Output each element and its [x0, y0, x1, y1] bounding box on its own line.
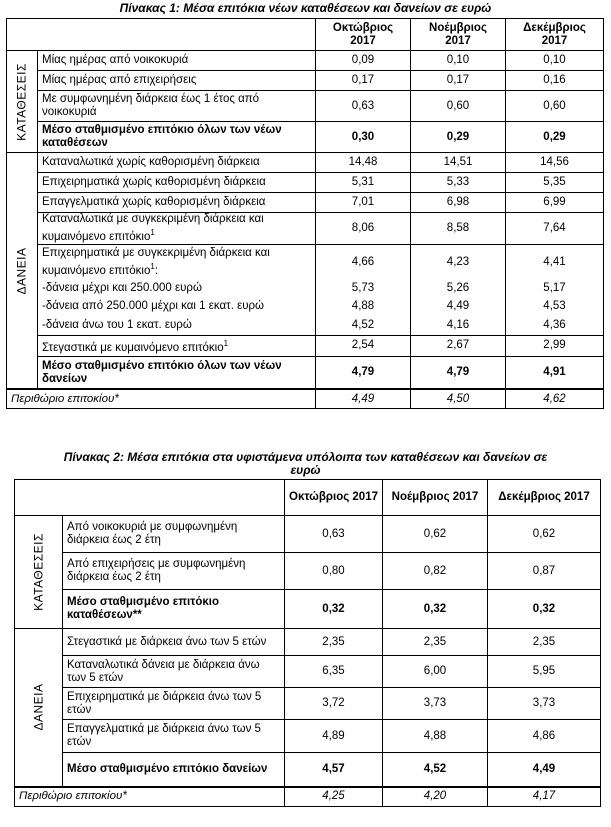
cell-value: 4,49 — [316, 389, 411, 408]
row-label: Καταναλωτικά χωρίς καθορισμένη διάρκεια — [38, 153, 316, 173]
cell-value: 0,10 — [411, 51, 506, 71]
cell-value: 4,52 — [316, 315, 411, 335]
row-label: Με συμφωνημένη διάρκεια έως 1 έτος από νοικοκυριά — [38, 91, 316, 122]
cell-value: 2,99 — [506, 335, 604, 356]
row-label: Μέσο σταθμισμένο επιτόκιο καταθέσεων** — [63, 590, 285, 629]
table-row — [15, 629, 601, 656]
cell-value: 0,17 — [316, 71, 411, 91]
table-row — [15, 553, 601, 590]
cell-value: 4,52 — [383, 753, 488, 787]
cell-value: 14,56 — [506, 153, 604, 173]
table1-month-oct: Οκτώβριος 2017 — [316, 19, 411, 51]
cell-value: 4,79 — [316, 356, 411, 389]
row-label: Μίας ημέρας από νοικοκυριά — [38, 51, 316, 71]
cell-value: 3,73 — [488, 688, 601, 720]
cell-value: 0,09 — [316, 51, 411, 71]
cell-value: 2,35 — [383, 629, 488, 656]
table1-month-nov: Νοέμβριος 2017 — [411, 19, 506, 51]
cell-value: 0,29 — [411, 122, 506, 153]
row-label: Μέσο σταθμισμένο επιτόκιο όλων των νέων δανείων — [38, 356, 316, 389]
table2-month-dec: Δεκέμβριος 2017 — [488, 480, 601, 516]
row-label: Επαγγελματικά με διάρκεια άνω των 5 ετών — [63, 720, 285, 753]
table-row — [15, 720, 601, 753]
row-label: -δάνεια από 250.000 μέχρι και 1 εκατ. ευρώ — [38, 297, 316, 315]
table-row — [15, 516, 601, 553]
cell-value: 0,80 — [285, 553, 383, 590]
cell-value: 2,67 — [411, 335, 506, 356]
cell-value: 4,49 — [488, 753, 601, 787]
row-label: Στεγαστικά με διάρκεια άνω των 5 ετών — [63, 629, 285, 656]
table-row — [7, 122, 604, 153]
row-label: Στεγαστικά με κυμαινόμενο επιτόκιο$^1$ — [38, 335, 316, 356]
cell-value: 4,57 — [285, 753, 383, 787]
row-label: Περιθώριο επιτοκίου* — [15, 787, 285, 807]
table-row — [7, 315, 604, 335]
table1 — [6, 18, 604, 409]
cell-value: 0,32 — [383, 590, 488, 629]
cell-value: 0,29 — [506, 122, 604, 153]
row-label: Μέσο σταθμισμένο επιτόκιο δανείων — [63, 753, 285, 787]
cell-value: 6,00 — [383, 656, 488, 688]
table1-margin-row — [7, 389, 604, 408]
table-row — [15, 656, 601, 688]
cell-value: 0,60 — [506, 91, 604, 122]
cell-value: 0,10 — [506, 51, 604, 71]
cell-value: 5,73 — [316, 279, 411, 297]
cell-value: 5,35 — [506, 173, 604, 193]
cell-value: 2,35 — [285, 629, 383, 656]
row-label: Περιθώριο επιτοκίου* — [7, 389, 316, 408]
row-label: Καταναλωτικά δάνεια με διάρκεια άνω των 5 ετών — [63, 656, 285, 688]
cell-value: 4,17 — [488, 787, 601, 807]
table-row — [7, 71, 604, 91]
table2 — [14, 479, 601, 807]
cell-value: 4,66 — [316, 244, 411, 279]
table-row — [7, 297, 604, 315]
cell-value: 8,06 — [316, 213, 411, 245]
cell-value: 6,99 — [506, 193, 604, 213]
cell-value: 4,86 — [488, 720, 601, 753]
cell-value: 4,23 — [411, 244, 506, 279]
cell-value: 6,35 — [285, 656, 383, 688]
cell-value: 14,48 — [316, 153, 411, 173]
cell-value: 0,16 — [506, 71, 604, 91]
cell-value: 8,58 — [411, 213, 506, 245]
cell-value: 0,62 — [488, 516, 601, 553]
cell-value: 3,73 — [383, 688, 488, 720]
row-label: -δάνεια άνω του 1 εκατ. ευρώ — [38, 315, 316, 335]
table-row — [7, 279, 604, 297]
table-row — [7, 244, 604, 279]
table2-deposits-group: ΚΑΤΑΘΕΣΕΙΣ — [15, 516, 63, 629]
cell-value: 0,63 — [316, 91, 411, 122]
cell-value: 0,30 — [316, 122, 411, 153]
cell-value: 7,64 — [506, 213, 604, 245]
cell-value: 0,32 — [488, 590, 601, 629]
table-row — [7, 193, 604, 213]
cell-value: 0,32 — [285, 590, 383, 629]
cell-value: 4,91 — [506, 356, 604, 389]
row-label: Από νοικοκυριά με συμφωνημένη διάρκεια έως 2 έτη — [63, 516, 285, 553]
table2-month-nov: Νοέμβριος 2017 — [383, 480, 488, 516]
cell-value: 2,54 — [316, 335, 411, 356]
row-label: Μέσο σταθμισμένο επιτόκιο όλων των νέων καταθέσεων — [38, 122, 316, 153]
cell-value: 0,62 — [383, 516, 488, 553]
cell-value: 0,63 — [285, 516, 383, 553]
cell-value: 5,17 — [506, 279, 604, 297]
cell-value: 4,16 — [411, 315, 506, 335]
cell-value: 5,26 — [411, 279, 506, 297]
row-label: Επιχειρηματικά χωρίς καθορισμένη διάρκεια — [38, 173, 316, 193]
cell-value: 4,89 — [285, 720, 383, 753]
cell-value: 5,31 — [316, 173, 411, 193]
row-label: Επιχειρηματικά με διάρκεια άνω των 5 ετών — [63, 688, 285, 720]
cell-value: 3,72 — [285, 688, 383, 720]
table2-header-row — [15, 480, 601, 516]
table1-month-dec: Δεκέμβριος 2017 — [506, 19, 604, 51]
cell-value: 4,53 — [506, 297, 604, 315]
cell-value: 0,17 — [411, 71, 506, 91]
cell-value: 4,88 — [383, 720, 488, 753]
table-row — [7, 91, 604, 122]
table2-loans-group: ΔΑΝΕΙΑ — [15, 629, 63, 787]
table2-month-oct: Οκτώβριος 2017 — [285, 480, 383, 516]
cell-value: 0,87 — [488, 553, 601, 590]
table-row — [15, 590, 601, 629]
cell-value: 4,88 — [316, 297, 411, 315]
cell-value: 0,82 — [383, 553, 488, 590]
table-row — [15, 688, 601, 720]
table1-caption: Πίνακας 1: Μέσα επιτόκια νέων καταθέσεων και δανείων σε ευρώ — [119, 1, 492, 15]
cell-value: 5,95 — [488, 656, 601, 688]
cell-value: 0,60 — [411, 91, 506, 122]
table-row — [7, 153, 604, 173]
table2-margin-row — [15, 787, 601, 807]
cell-value: 4,79 — [411, 356, 506, 389]
table1-header-row — [7, 19, 604, 51]
row-label: Καταναλωτικά με συγκεκριμένη διάρκεια και κυμαινόμενο επιτόκιο$^1$ — [38, 213, 316, 245]
row-label: Μίας ημέρας από επιχειρήσεις — [38, 71, 316, 91]
row-label: Επιχειρηματικά με συγκεκριμένη διάρκεια και κυμαινόμενο επιτόκιο$^1$: — [38, 244, 316, 279]
row-label: -δάνεια μέχρι και 250.000 ευρώ — [38, 279, 316, 297]
table1-loans-group: ΔΑΝΕΙΑ — [7, 153, 38, 390]
cell-value: 4,50 — [411, 389, 506, 408]
table-row — [7, 51, 604, 71]
cell-value: 14,51 — [411, 153, 506, 173]
cell-value: 5,33 — [411, 173, 506, 193]
cell-value: 2,35 — [488, 629, 601, 656]
cell-value: 6,98 — [411, 193, 506, 213]
table-row — [15, 753, 601, 787]
cell-value: 4,41 — [506, 244, 604, 279]
cell-value: 7,01 — [316, 193, 411, 213]
cell-value: 4,25 — [285, 787, 383, 807]
table-row — [7, 335, 604, 356]
row-label: Επαγγελματικά χωρίς καθορισμένη διάρκεια — [38, 193, 316, 213]
row-label: Από επιχειρήσεις με συμφωνημένη διάρκεια έως 2 έτη — [63, 553, 285, 590]
cell-value: 4,49 — [411, 297, 506, 315]
cell-value: 4,20 — [383, 787, 488, 807]
table-row — [7, 173, 604, 193]
table-row — [7, 356, 604, 389]
table-row — [7, 213, 604, 245]
table1-deposits-group: ΚΑΤΑΘΕΣΕΙΣ — [7, 51, 38, 153]
cell-value: 4,36 — [506, 315, 604, 335]
table2-caption: Πίνακας 2: Μέσα επιτόκια στα υφιστάμενα υπόλοιπα των καταθέσεων και δανείων σε ευρώ — [63, 450, 548, 477]
cell-value: 4,62 — [506, 389, 604, 408]
